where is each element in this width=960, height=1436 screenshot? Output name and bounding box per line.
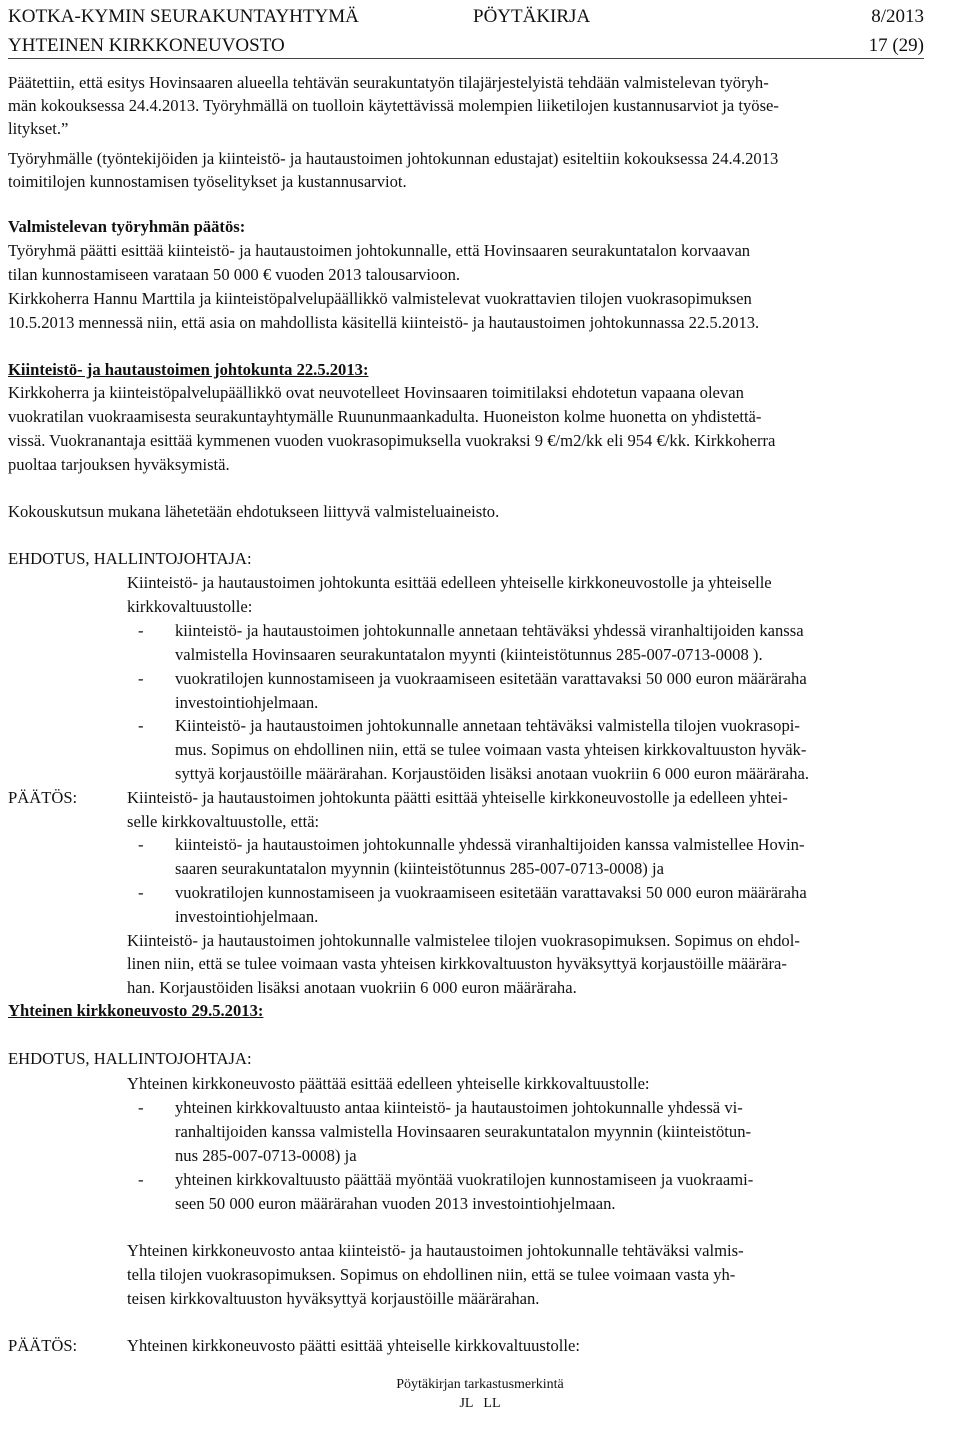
- proposal-item-line: Kiinteistö- ja hautaustoimen johtokunnalle annetaan tehtäväksi valmistella tilojen vuokrasopi-: [175, 716, 800, 735]
- list-dash: -: [138, 1170, 144, 1189]
- list-dash: -: [138, 669, 144, 688]
- document-type: PÖYTÄKIRJA: [473, 6, 591, 27]
- working-group-heading: Valmistelevan työryhmän päätös:: [8, 217, 246, 236]
- list-dash: -: [138, 1098, 144, 1117]
- working-group-line: 10.5.2013 mennessä niin, että asia on mahdollista käsitellä kiinteistö- ja hautaustoimen johtokunnassa 22.5.2013.: [8, 313, 760, 332]
- council-item-line: yhteinen kirkkovaltuusto päättää myöntää vuokratilojen kunnostamiseen ja vuokraami-: [175, 1170, 754, 1189]
- council-item-line: nus 285-007-0713-0008) ja: [175, 1146, 357, 1165]
- intro-line: män kokouksessa 24.4.2013. Työryhmällä on tuolloin käytettävissä molempien liiketilojen kustannusarviot ja työse-: [8, 96, 779, 115]
- intro-line: litykset.”: [8, 119, 69, 138]
- council-proposal-label: EHDOTUS, HALLINTOJOHTAJA:: [8, 1049, 252, 1068]
- intro-line: Päätettiin, että esitys Hovinsaaren alueella tehtävän seurakuntatyön tilajärjestelyistä tehdään valmistelevan työryh-: [8, 73, 769, 92]
- decision-after-line: linen niin, että se tulee voimaan vasta yhteisen kirkkovaltuuston hyväksyttyä korjaustöille määrära-: [127, 954, 787, 973]
- council-heading: Yhteinen kirkkoneuvosto 29.5.2013:: [8, 1001, 264, 1020]
- decision-after-line: han. Korjaustöiden lisäksi anotaan vuokriin 6 000 euron määräraha.: [127, 978, 577, 997]
- footer-title: Pöytäkirjan tarkastusmerkintä: [396, 1377, 564, 1392]
- body-name: YHTEINEN KIRKKONEUVOSTO: [8, 35, 285, 56]
- list-dash: -: [138, 883, 144, 902]
- board-line: vissä. Vuokranantaja esittää kymmenen vuoden vuokrasopimuksella vuokraksi 9 €/m2/kk eli 954 €/kk. Kirkkoherra: [8, 431, 776, 450]
- decision-line: Kiinteistö- ja hautaustoimen johtokunta päätti esittää yhteiselle kirkkoneuvostolle ja edelleen yhtei-: [127, 788, 788, 807]
- council-decision-label: PÄÄTÖS:: [8, 1336, 78, 1355]
- footer-initials: JL LL: [459, 1396, 501, 1411]
- working-group-line: Kirkkoherra Hannu Marttila ja kiinteistöpalvelupäällikkö valmistelevat vuokrattavien tilojen vuokrasopimuksen: [8, 289, 752, 308]
- list-dash: -: [138, 835, 144, 854]
- intro-line: toimitilojen kunnostamisen työselitykset ja kustannusarviot.: [8, 172, 407, 191]
- document-header: [8, 2, 924, 60]
- council-after-line: Yhteinen kirkkoneuvosto antaa kiinteistö- ja hautaustoimen johtokunnalle tehtäväksi valmis-: [127, 1241, 744, 1260]
- council-item-line: yhteinen kirkkovaltuusto antaa kiinteistö- ja hautaustoimen johtokunnalle yhdessä vi-: [175, 1098, 743, 1117]
- list-dash: -: [138, 621, 144, 640]
- council-item-line: seen 50 000 euron määrärahan vuoden 2013 investointiohjelmaan.: [175, 1194, 616, 1213]
- board-heading: Kiinteistö- ja hautaustoimen johtokunta 22.5.2013:: [8, 360, 369, 379]
- proposal-line: Kiinteistö- ja hautaustoimen johtokunta esittää edelleen yhteiselle kirkkoneuvostolle ja yhteiselle: [127, 573, 772, 592]
- intro-line: Työryhmälle (työntekijöiden ja kiinteistö- ja hautaustoimen johtokunnan edustajat) esiteltiin kokouksessa 24.4.2013: [8, 149, 779, 168]
- decision-item-line: investointiohjelmaan.: [175, 907, 319, 926]
- decision-after-line: Kiinteistö- ja hautaustoimen johtokunnalle valmistelee tilojen vuokrasopimuksen. Sopimus on ehdol-: [127, 931, 800, 950]
- page-number: 17 (29): [868, 35, 924, 56]
- proposal-label: EHDOTUS, HALLINTOJOHTAJA:: [8, 549, 252, 568]
- list-dash: -: [138, 716, 144, 735]
- proposal-item-line: kiinteistö- ja hautaustoimen johtokunnalle annetaan tehtäväksi yhdessä viranhaltijoiden kanssa: [175, 621, 804, 640]
- board-line: puoltaa tarjouksen hyväksymistä.: [8, 455, 230, 474]
- proposal-item-line: valmistella Hovinsaaren seurakuntatalon myynti (kiinteistötunnus 285-007-0713-0008 ).: [175, 645, 763, 664]
- header-rule: [8, 58, 924, 59]
- proposal-item-line: syttyä korjaustöille määrärahan. Korjaustöiden lisäksi anotaan vuokriin 6 000 euron määräraha.: [175, 764, 810, 783]
- decision-item-line: vuokratilojen kunnostamiseen ja vuokraamiseen esitetään varattavaksi 50 000 euron määräraha: [175, 883, 807, 902]
- council-decision-text: Yhteinen kirkkoneuvosto päätti esittää yhteiselle kirkkovaltuustolle:: [127, 1336, 580, 1355]
- proposal-item-line: mus. Sopimus on ehdollinen niin, että se tulee voimaan vasta yhteisen kirkkovaltuuston hyväk-: [175, 740, 807, 759]
- organization-name: KOTKA-KYMIN SEURAKUNTAYHTYMÄ: [8, 6, 359, 27]
- attachment-note: Kokouskutsun mukana lähetetään ehdotukseen liittyvä valmisteluaineisto.: [8, 502, 500, 521]
- working-group-line: Työryhmä päätti esittää kiinteistö- ja hautaustoimen johtokunnalle, että Hovinsaaren seurakuntatalon korvaavan: [8, 241, 751, 260]
- decision-item-line: saaren seurakuntatalon myynnin (kiinteistötunnus 285-007-0713-0008) ja: [175, 859, 664, 878]
- board-line: vuokratilan vuokraamisesta seurakuntayhtymälle Ruununmaankadulta. Huoneiston kolme huonetta on yhdistettä-: [8, 407, 762, 426]
- council-after-line: tella tilojen vuokrasopimuksen. Sopimus on ehdollinen niin, että se tulee voimaan vasta yh-: [127, 1265, 736, 1284]
- decision-item-line: kiinteistö- ja hautaustoimen johtokunnalle yhdessä viranhaltijoiden kanssa valmistellee Hovin-: [175, 835, 805, 854]
- document-number: 8/2013: [871, 6, 924, 27]
- council-after-line: teisen kirkkovaltuuston hyväksyttyä korjaustöille määrärahan.: [127, 1289, 540, 1308]
- proposal-line: kirkkovaltuustolle:: [127, 597, 253, 616]
- council-item-line: ranhaltijoiden kanssa valmistella Hovinsaaren seurakuntatalon myynnin (kiinteistötun-: [175, 1122, 752, 1141]
- board-line: Kirkkoherra ja kiinteistöpalvelupäällikkö ovat neuvotelleet Hovinsaaren toimitilaksi ehdotetun vapaana olevan: [8, 383, 744, 402]
- proposal-item-line: vuokratilojen kunnostamiseen ja vuokraamiseen esitetään varattavaksi 50 000 euron määräraha: [175, 669, 807, 688]
- proposal-item-line: investointiohjelmaan.: [175, 693, 319, 712]
- decision-label: PÄÄTÖS:: [8, 788, 78, 807]
- working-group-line: tilan kunnostamiseen varataan 50 000 € vuoden 2013 talousarvioon.: [8, 265, 461, 284]
- decision-line: selle kirkkovaltuustolle, että:: [127, 812, 320, 831]
- council-proposal-intro: Yhteinen kirkkoneuvosto päättää esittää edelleen yhteiselle kirkkovaltuustolle:: [127, 1074, 650, 1093]
